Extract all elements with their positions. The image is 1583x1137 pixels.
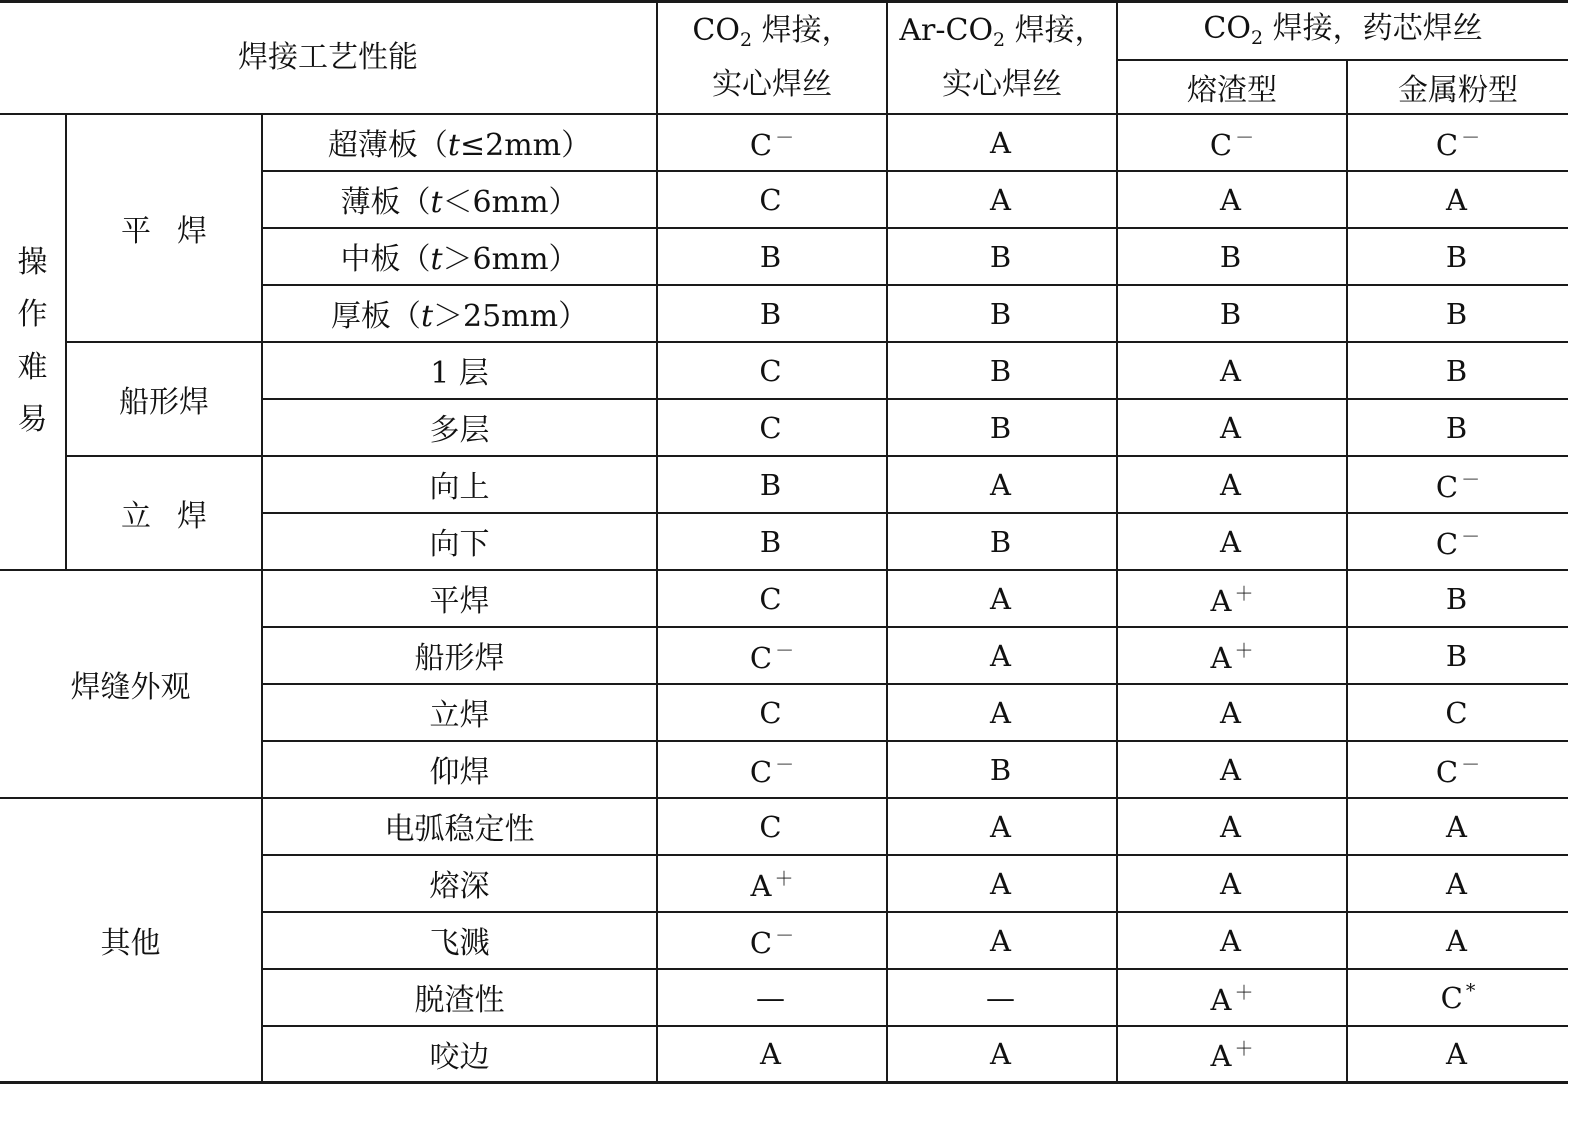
param-cell xyxy=(262,171,657,228)
param-text-post: ＞6mm） xyxy=(442,242,579,277)
header-slag-type xyxy=(1117,60,1347,114)
param-text: 中板（ xyxy=(340,242,431,277)
value-text: B xyxy=(759,296,782,331)
param-cell xyxy=(262,285,657,342)
value-text: A xyxy=(990,923,1011,958)
value-text: C xyxy=(749,640,773,675)
group-flat xyxy=(66,114,262,342)
value-cell xyxy=(1117,285,1347,342)
param-text: 多层 xyxy=(429,413,490,448)
group-appearance xyxy=(0,570,262,798)
param-text: 船形焊 xyxy=(414,641,505,676)
value-text: C xyxy=(1440,980,1463,1015)
value-text: — xyxy=(986,980,1016,1015)
value-cell xyxy=(887,171,1117,228)
value-cell xyxy=(1117,513,1347,570)
value-cell xyxy=(1117,570,1347,627)
header-co2-flux-sub: 2 xyxy=(1250,27,1264,50)
value-sup: * xyxy=(1465,979,1476,1002)
param-text: 电弧稳定性 xyxy=(384,812,535,847)
value-text: B xyxy=(1445,410,1468,445)
value-sup: － xyxy=(1461,525,1481,548)
value-cell xyxy=(1117,855,1347,912)
param-text: 薄板（ xyxy=(340,185,431,220)
table-row xyxy=(0,456,1568,513)
value-text: C xyxy=(1435,127,1459,162)
param-cell xyxy=(262,399,657,456)
group-operation xyxy=(0,114,66,570)
value-text: A xyxy=(1220,752,1241,787)
value-cell xyxy=(1117,627,1347,684)
value-cell xyxy=(1347,285,1568,342)
value-text: A xyxy=(990,695,1011,730)
value-text: A xyxy=(1210,1039,1232,1074)
group-boat-label: 船形焊 xyxy=(119,384,209,420)
value-cell xyxy=(657,456,887,513)
param-cell xyxy=(262,513,657,570)
param-cell xyxy=(262,570,657,627)
value-text: A xyxy=(1210,640,1232,675)
value-cell xyxy=(657,969,887,1026)
value-cell xyxy=(1117,912,1347,969)
header-metal-powder-type-label: 金属粉型 xyxy=(1398,72,1519,108)
value-text: B xyxy=(989,353,1012,388)
value-cell xyxy=(887,285,1117,342)
value-sup: － xyxy=(1461,753,1481,776)
header-arco2-solid-line2: 实心焊丝 xyxy=(942,67,1063,103)
param-cell xyxy=(262,114,657,171)
value-text: A xyxy=(1220,809,1241,844)
value-text: B xyxy=(989,524,1012,559)
param-text: 脱渣性 xyxy=(414,983,505,1018)
header-slag-type-label: 熔渣型 xyxy=(1187,72,1278,108)
value-text: A xyxy=(1220,524,1241,559)
value-text: A xyxy=(990,125,1011,160)
value-text: C xyxy=(749,754,773,789)
value-cell xyxy=(657,228,887,285)
param-text: 飞溅 xyxy=(429,926,490,961)
param-text-post: ＞25mm） xyxy=(433,299,589,334)
header-co2-solid-line2: 实心焊丝 xyxy=(712,67,833,103)
value-cell xyxy=(1117,228,1347,285)
value-cell xyxy=(1117,684,1347,741)
value-text: C xyxy=(1435,754,1459,789)
value-text: B xyxy=(989,296,1012,331)
value-cell xyxy=(1117,741,1347,798)
value-text: C xyxy=(749,127,773,162)
value-cell xyxy=(1347,627,1568,684)
param-text: 向上 xyxy=(429,470,490,505)
value-cell xyxy=(657,171,887,228)
value-sup: － xyxy=(1461,468,1481,491)
group-appearance-label: 焊缝外观 xyxy=(70,669,191,705)
value-text: C xyxy=(749,925,773,960)
value-text: A xyxy=(1220,353,1241,388)
group-other-label: 其他 xyxy=(100,925,161,961)
group-operation-char: 作 xyxy=(17,297,48,332)
value-cell xyxy=(887,1026,1117,1083)
value-text: C xyxy=(759,581,782,616)
value-text: A xyxy=(1220,410,1241,445)
param-text: 熔深 xyxy=(429,869,490,904)
table-row xyxy=(0,798,1568,855)
value-cell xyxy=(657,798,887,855)
value-text: C xyxy=(759,353,782,388)
value-cell xyxy=(887,114,1117,171)
value-sup: ＋ xyxy=(774,867,794,890)
param-text: 厚板（ xyxy=(330,299,421,334)
param-text: 立焊 xyxy=(429,698,490,733)
group-flat-label: 平焊 xyxy=(121,213,233,249)
header-property xyxy=(0,2,657,114)
value-text: A xyxy=(990,467,1011,502)
value-text: B xyxy=(989,239,1012,274)
param-cell xyxy=(262,684,657,741)
value-text: A xyxy=(1210,982,1232,1017)
value-cell xyxy=(887,228,1117,285)
param-cell xyxy=(262,228,657,285)
table-row xyxy=(0,570,1568,627)
header-property-label: 焊接工艺性能 xyxy=(238,40,418,75)
value-text: B xyxy=(1445,638,1468,673)
value-text: B xyxy=(989,752,1012,787)
param-text: 向下 xyxy=(429,527,490,562)
param-text: 咬边 xyxy=(429,1039,490,1075)
value-cell xyxy=(1117,1026,1347,1083)
value-cell xyxy=(1117,171,1347,228)
value-text: B xyxy=(1445,353,1468,388)
value-text: A xyxy=(1220,923,1241,958)
value-cell xyxy=(657,570,887,627)
param-text: 仰焊 xyxy=(429,755,490,790)
value-text: B xyxy=(1445,239,1468,274)
value-cell xyxy=(657,513,887,570)
param-text: 超薄板（ xyxy=(327,128,448,163)
value-cell xyxy=(657,342,887,399)
value-cell xyxy=(657,114,887,171)
header-co2-flux-text: CO xyxy=(1203,11,1251,47)
value-cell xyxy=(1347,684,1568,741)
value-cell xyxy=(887,855,1117,912)
value-cell xyxy=(1347,570,1568,627)
value-cell xyxy=(1347,342,1568,399)
param-cell xyxy=(262,1026,657,1083)
value-sup: － xyxy=(775,924,795,947)
param-cell xyxy=(262,798,657,855)
value-cell xyxy=(1347,741,1568,798)
param-var: t xyxy=(430,242,443,277)
header-arco2-solid-sub: 2 xyxy=(993,28,1006,51)
value-cell xyxy=(657,912,887,969)
value-text: C xyxy=(759,809,782,844)
group-vertical-label: 立焊 xyxy=(121,498,233,534)
param-text-post: ≤2mm） xyxy=(459,128,592,163)
value-text: A xyxy=(760,1037,781,1072)
value-cell xyxy=(1117,399,1347,456)
value-sup: ＋ xyxy=(1234,582,1254,605)
value-cell xyxy=(1347,171,1568,228)
value-text: A xyxy=(990,809,1011,844)
value-text: A xyxy=(1446,1037,1467,1072)
value-text: A xyxy=(1446,923,1467,958)
group-vertical xyxy=(66,456,262,570)
header-arco2-solid-text-post: 焊接， xyxy=(1005,12,1105,48)
param-cell xyxy=(262,456,657,513)
value-cell xyxy=(1347,798,1568,855)
header-co2-solid xyxy=(657,2,887,114)
value-text: A xyxy=(1446,866,1467,901)
param-text-post: ＜6mm） xyxy=(442,185,579,220)
value-text: A xyxy=(750,868,772,903)
group-boat xyxy=(66,342,262,456)
value-text: B xyxy=(1445,296,1468,331)
table-row xyxy=(0,342,1568,399)
param-cell xyxy=(262,969,657,1026)
param-var: t xyxy=(430,185,443,220)
value-cell xyxy=(657,684,887,741)
param-text: 1 层 xyxy=(430,356,489,391)
value-cell xyxy=(1347,399,1568,456)
value-text: A xyxy=(1220,695,1241,730)
value-cell xyxy=(657,1026,887,1083)
value-cell xyxy=(1347,855,1568,912)
value-sup: － xyxy=(1461,126,1481,149)
value-text: B xyxy=(759,467,782,502)
value-text: A xyxy=(990,638,1011,673)
value-text: B xyxy=(1219,296,1242,331)
value-cell xyxy=(887,969,1117,1026)
value-text: A xyxy=(1220,182,1241,217)
header-co2-solid-text: CO xyxy=(692,12,740,48)
value-sup: ＋ xyxy=(1234,1038,1254,1061)
value-cell xyxy=(657,627,887,684)
value-cell xyxy=(1347,228,1568,285)
group-operation-char: 操 xyxy=(17,244,48,280)
value-cell xyxy=(657,855,887,912)
value-cell xyxy=(887,399,1117,456)
header-co2-flux-cored xyxy=(1117,2,1568,60)
value-sup: － xyxy=(1235,126,1255,149)
group-other xyxy=(0,798,262,1083)
group-operation-char: 难 xyxy=(17,349,48,385)
value-text: C xyxy=(759,695,782,730)
value-text: C xyxy=(759,410,782,445)
value-text: A xyxy=(1446,809,1467,844)
value-text: A xyxy=(1220,467,1241,502)
value-cell xyxy=(887,513,1117,570)
value-text: B xyxy=(989,410,1012,445)
value-sup: ＋ xyxy=(1234,639,1254,662)
value-sup: － xyxy=(775,753,795,776)
value-text: B xyxy=(759,239,782,274)
value-text: A xyxy=(990,1037,1011,1072)
param-var: t xyxy=(420,299,433,334)
value-text: C xyxy=(759,182,782,217)
value-sup: － xyxy=(775,126,795,149)
value-cell xyxy=(1347,912,1568,969)
param-text: 平焊 xyxy=(429,584,490,619)
value-text: A xyxy=(1220,866,1241,901)
param-var: t xyxy=(447,128,460,163)
value-text: C xyxy=(1435,526,1459,561)
header-co2-solid-text-post: 焊接， xyxy=(752,12,852,48)
value-text: — xyxy=(756,980,786,1015)
group-operation-char: 易 xyxy=(17,402,48,437)
value-sup: － xyxy=(775,639,795,662)
value-sup: ＋ xyxy=(1234,981,1254,1004)
value-cell xyxy=(887,342,1117,399)
header-metal-powder-type xyxy=(1347,60,1568,114)
value-cell xyxy=(657,741,887,798)
value-cell xyxy=(657,285,887,342)
value-text: C xyxy=(1445,695,1468,730)
value-cell xyxy=(1347,1026,1568,1083)
value-cell xyxy=(1117,342,1347,399)
table-row xyxy=(0,114,1568,171)
value-text: A xyxy=(990,581,1011,616)
value-cell xyxy=(887,570,1117,627)
value-cell xyxy=(887,741,1117,798)
header-arco2-solid-text: Ar-CO xyxy=(899,12,994,48)
value-cell xyxy=(887,627,1117,684)
value-cell xyxy=(1347,969,1568,1026)
value-text: C xyxy=(1435,469,1459,504)
value-text: A xyxy=(990,866,1011,901)
param-cell xyxy=(262,912,657,969)
value-text: B xyxy=(759,524,782,559)
value-cell xyxy=(887,684,1117,741)
param-cell xyxy=(262,342,657,399)
value-text: B xyxy=(1219,239,1242,274)
value-cell xyxy=(1117,114,1347,171)
header-co2-flux-text-post: 焊接，药芯焊丝 xyxy=(1263,11,1483,47)
value-cell xyxy=(657,399,887,456)
value-text: A xyxy=(1210,583,1232,618)
header-arco2-solid xyxy=(887,2,1117,114)
value-cell xyxy=(887,456,1117,513)
value-cell xyxy=(1347,513,1568,570)
value-text: C xyxy=(1209,127,1233,162)
value-cell xyxy=(887,798,1117,855)
value-text: A xyxy=(1446,182,1467,217)
param-cell xyxy=(262,855,657,912)
value-cell xyxy=(1347,114,1568,171)
value-cell xyxy=(1117,969,1347,1026)
value-text: A xyxy=(990,182,1011,217)
header-row-1 xyxy=(0,2,1568,60)
value-text: B xyxy=(1445,581,1468,616)
value-cell xyxy=(1117,798,1347,855)
param-cell xyxy=(262,627,657,684)
value-cell xyxy=(1117,456,1347,513)
value-cell xyxy=(887,912,1117,969)
value-cell xyxy=(1347,456,1568,513)
param-cell xyxy=(262,741,657,798)
header-co2-solid-sub: 2 xyxy=(739,28,753,51)
